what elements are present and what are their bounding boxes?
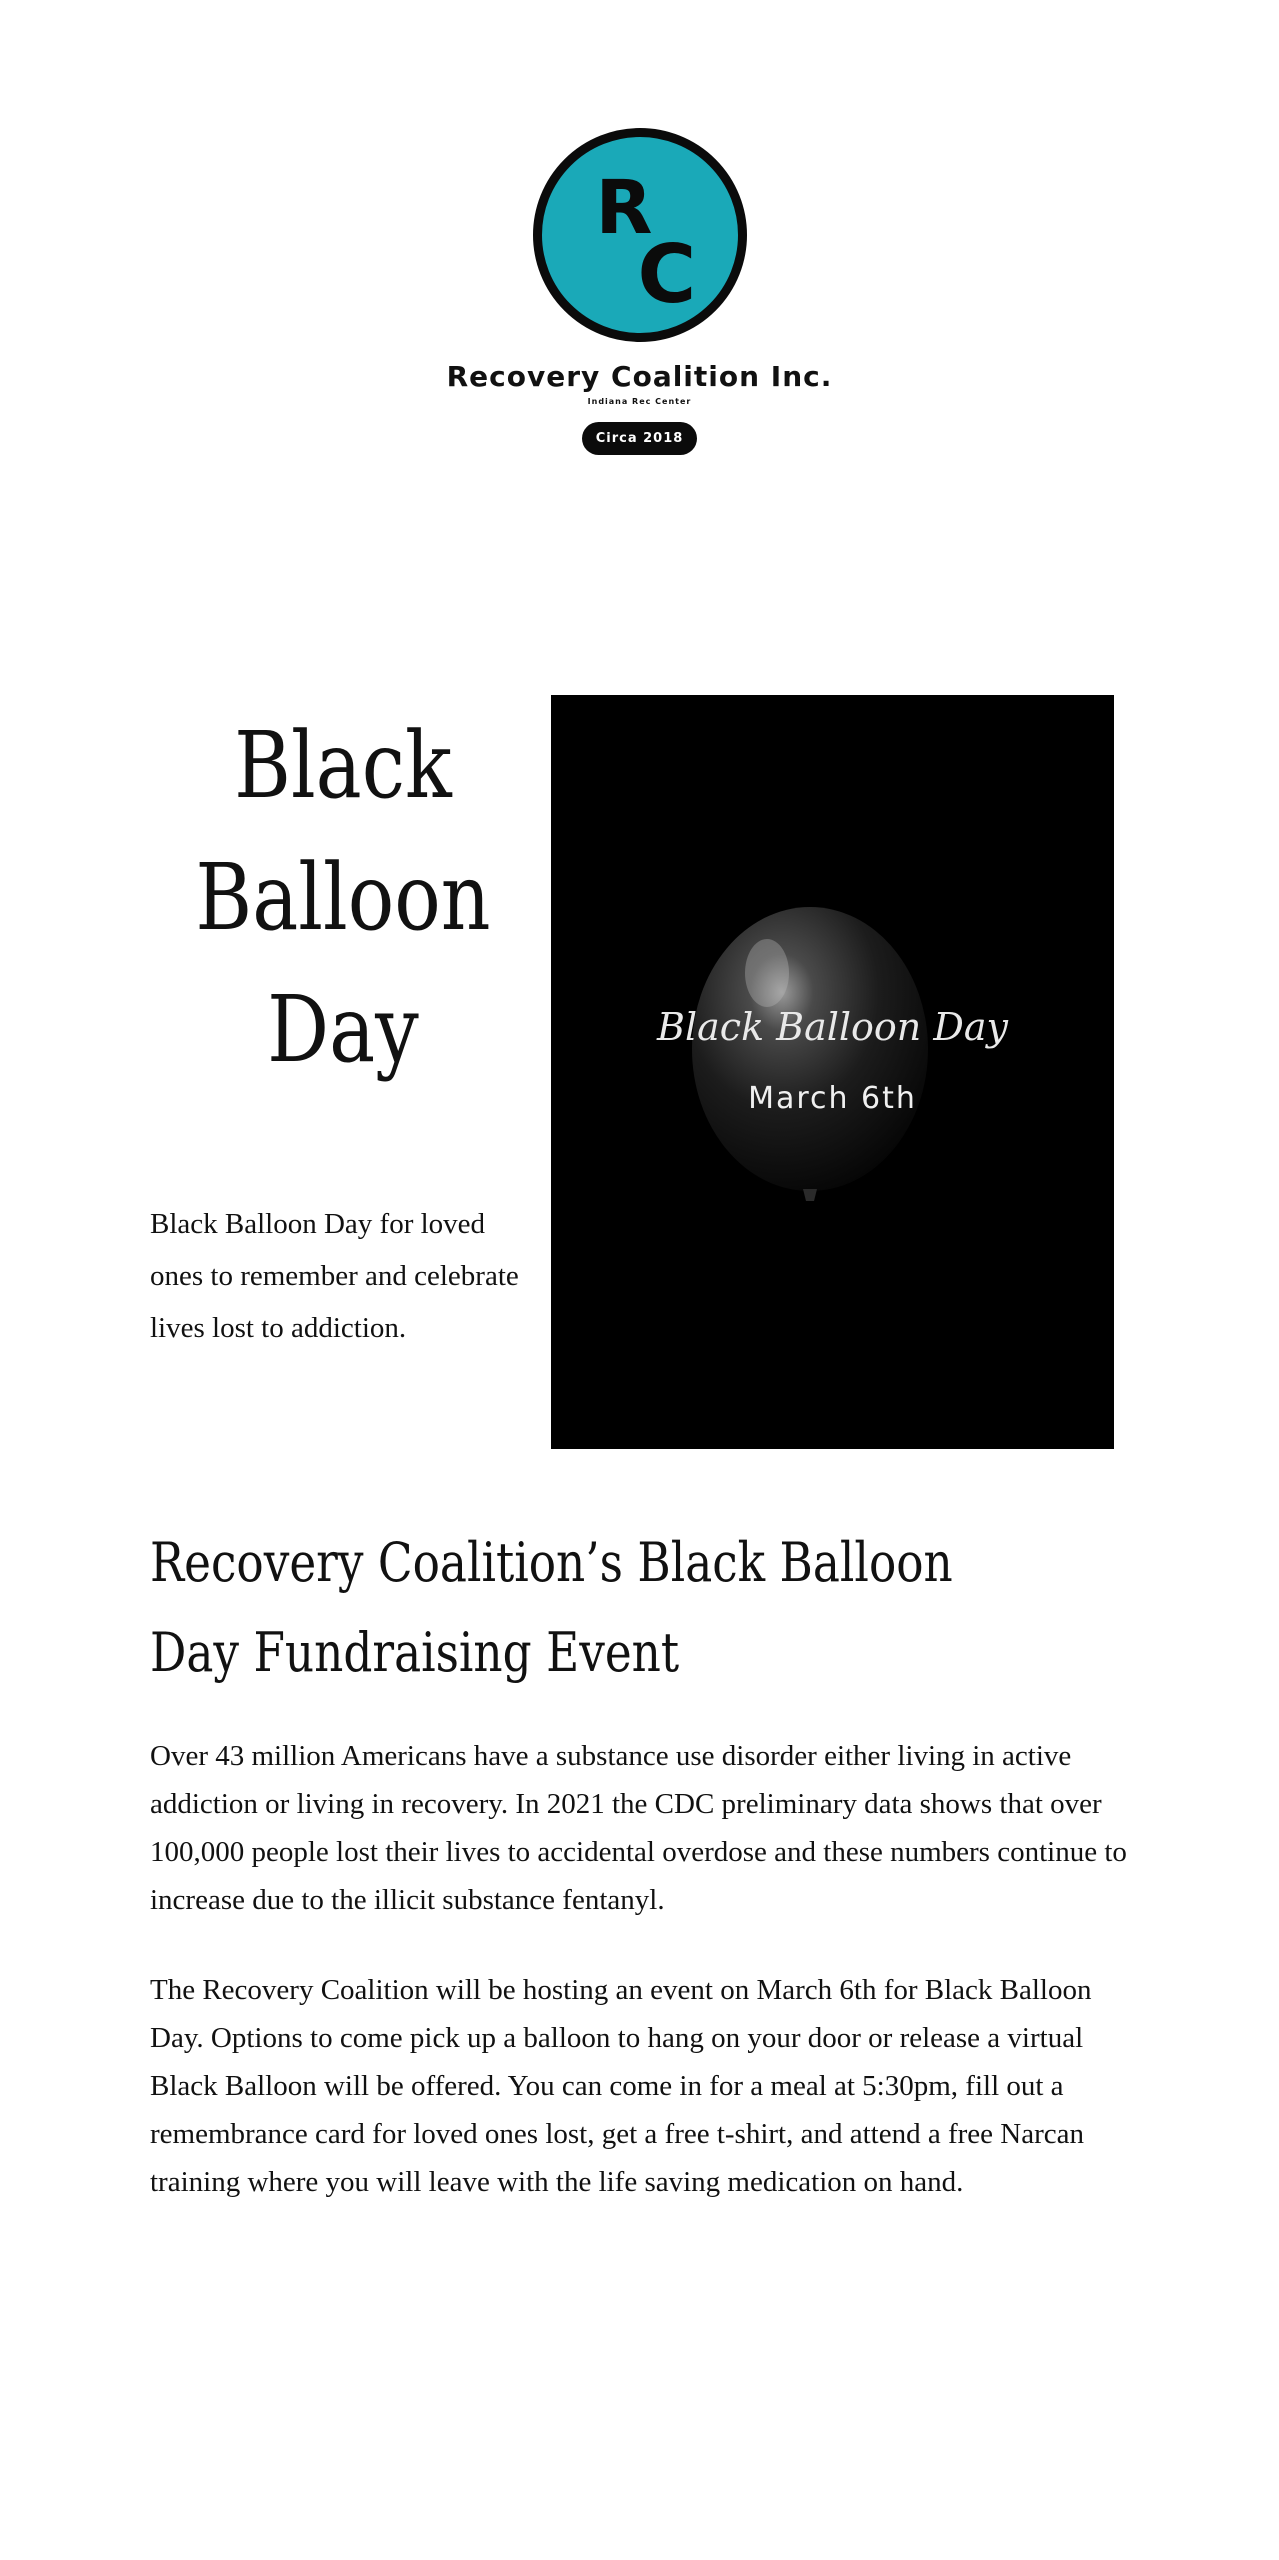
hero-title: Black Balloon Day	[195, 712, 491, 1083]
article-paragraph-2: The Recovery Coalition will be hosting an event on March 6th for Black Balloon Day. Options to come pick up a balloon to hang on your door or release a virtual Black Balloon will be offered. You can come in for a meal at 5:30pm, fill out a remembrance card for loved ones lost, get a free t-shirt, and attend a free Narcan training where you will leave with the life saving medication on hand.	[150, 1974, 1092, 2198]
logo-letter-r: R	[595, 165, 653, 251]
article-heading: Recovery Coalition’s Black Balloon Day Fundraising Event	[150, 1531, 953, 1684]
black-balloon-image	[551, 695, 1114, 1449]
image-caption-title: Black Balloon Day	[657, 1005, 1008, 1049]
circa-badge: Circa 2018	[582, 422, 698, 455]
org-subtitle: Indiana Rec Center	[587, 397, 692, 406]
logo	[0, 128, 1279, 455]
hero-description: Black Balloon Day for loved ones to remember and celebrate lives lost to addiction.	[150, 1208, 519, 1344]
article-paragraph-1: Over 43 million Americans have a substance use disorder either living in active addiction or living in recovery. In 2021 the CDC preliminary data shows that over 100,000 people lost their lives to accidental overdose and these numbers continue to increase due to the illicit substance fentanyl.	[150, 1740, 1127, 1916]
logo-letter-c: C	[637, 228, 697, 321]
org-name: Recovery Coalition Inc.	[446, 360, 833, 393]
logo-circle	[533, 128, 747, 342]
image-caption-date: March 6th	[748, 1081, 917, 1116]
balloon-icon	[687, 903, 933, 1221]
